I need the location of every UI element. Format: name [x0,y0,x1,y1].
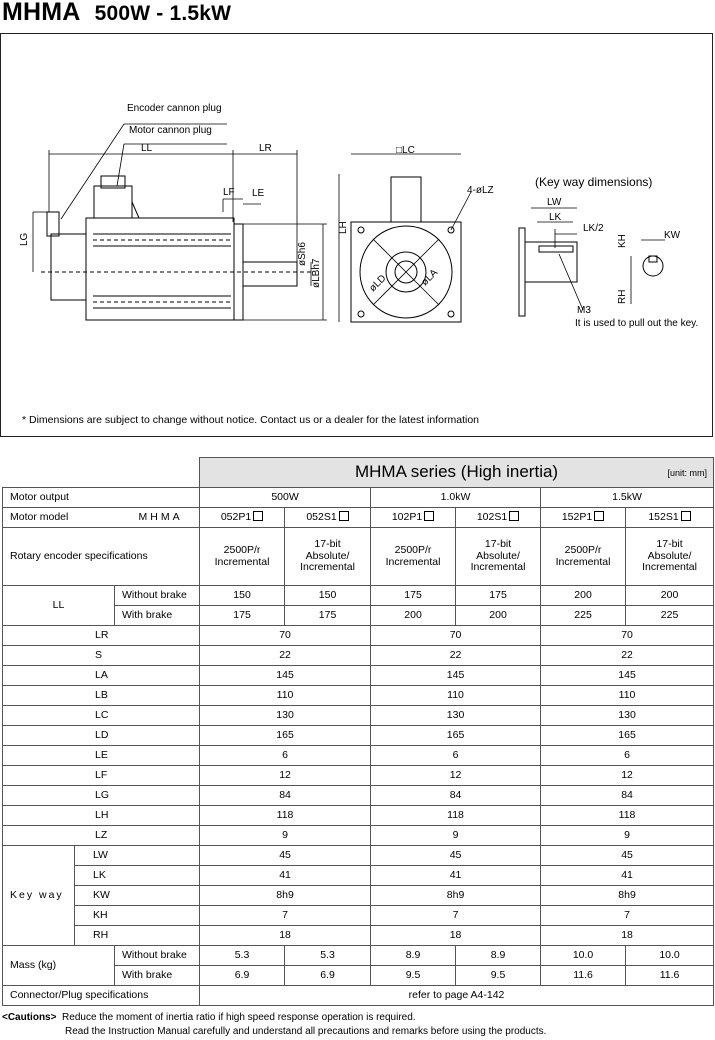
table-cell: 9 [541,826,714,846]
dimension-row [3,766,714,786]
rear-cap [47,212,59,236]
m3-label: M3 [577,305,591,316]
row-label: LC [3,706,200,726]
row-label: S [3,646,200,666]
table-cell: 102P1 [371,508,456,528]
table-cell: 18 [371,926,541,946]
table-cell: 8.9 [371,946,456,966]
drawing-svg [1,34,714,438]
dimension-row [3,686,714,706]
table-cell: 22 [200,646,371,666]
row-label: LZ [3,826,200,846]
row-label: Mass (kg) [3,946,115,986]
page-title [2,0,231,27]
motor-model-row [3,508,714,528]
table-cell: 200 [371,606,456,626]
table-cell: 145 [371,666,541,686]
table-cell: 152P1 [541,508,626,528]
row-label: LL [3,586,115,626]
table-cell: 175 [456,586,541,606]
table-cell: 12 [371,766,541,786]
table-header-title: MHMA series (High inertia) [354,462,559,482]
table-cell: 500W [200,488,371,508]
sub-label: With brake [115,966,200,986]
cautions-label: <Cautions> [2,1012,57,1023]
table-cell: 2500P/r Incremental [541,528,626,586]
table-cell: 225 [626,606,714,626]
table-cell: 6 [541,746,714,766]
motor-plug [94,186,132,218]
lf-dim-label: LF [223,187,235,198]
table-cell: 130 [200,706,371,726]
table-cell: 17-bit Absolute/ Incremental [285,528,371,586]
table-cell: 41 [541,866,714,886]
table-cell: 70 [371,626,541,646]
sub-label: LW [75,846,200,866]
table-cell: 145 [541,666,714,686]
keyway-row [3,886,714,906]
model-series: MHMA [138,510,183,523]
table-cell: 200 [541,586,626,606]
lg-dim-label: LG [19,232,30,246]
dimension-row [3,626,714,646]
table-cell: 70 [541,626,714,646]
table-cell: 175 [200,606,285,626]
table-cell: 6 [371,746,541,766]
table-cell: 1.5kW [541,488,714,508]
le-dim-label: LE [252,188,265,199]
table-cell: 45 [200,846,371,866]
table-cell: 7 [371,906,541,926]
keyway-row [3,846,714,866]
table-cell: 8h9 [371,886,541,906]
shaft [243,262,297,286]
caution-line: Reduce the moment of inertia ratio if high speed response operation is required. [62,1012,416,1023]
ld-dim-label: øLD [367,272,389,295]
table-cell: 45 [371,846,541,866]
dimension-row [3,666,714,686]
dimension-row [3,826,714,846]
encoder-plug-label: Encoder cannon plug [127,103,222,114]
table-cell: 145 [200,666,371,686]
row-label: LG [3,786,200,806]
sub-label: Without brake [115,586,200,606]
spec-table [2,457,714,1006]
dimension-row [3,786,714,806]
lk-dim-label: LK [549,212,562,223]
table-cell: 8h9 [541,886,714,906]
table-cell: 9.5 [456,966,541,986]
row-label: LA [3,666,200,686]
table-cell: 152S1 [626,508,714,528]
ll-row [3,586,714,606]
s-dim-label: øSh6 [297,242,308,266]
row-label: Motor output [3,488,200,508]
lb-dim-label: øLBh7 [311,258,322,288]
table-cell: 41 [200,866,371,886]
table-cell: 18 [200,926,371,946]
sub-label: LK [75,866,200,886]
table-cell: 84 [371,786,541,806]
row-label [3,508,200,528]
front-plug [391,177,421,222]
table-cell: 7 [541,906,714,926]
keyway-rows [3,846,714,946]
series-name: MHMA [2,0,81,26]
dimension-note: * Dimensions are subject to change without notice. Contact us or a dealer for the latest information [22,414,479,426]
table-cell: 165 [371,726,541,746]
table-cell: 41 [371,866,541,886]
row-label: Connector/Plug specifications [3,986,200,1006]
table-cell: 17-bit Absolute/ Incremental [626,528,714,586]
row-label: Rotary encoder specifications [3,528,200,586]
table-cell: 6 [200,746,371,766]
table-cell: 5.3 [200,946,285,966]
table-cell: 84 [541,786,714,806]
table-cell: 110 [200,686,371,706]
table-cell: 11.6 [626,966,714,986]
motor-model-label: Motor model [10,510,69,523]
table-cell: 12 [200,766,371,786]
encoder-row [3,528,714,586]
table-cell: 110 [541,686,714,706]
table-cell: refer to page A4-142 [200,986,714,1006]
table-cell: 10.0 [626,946,714,966]
unit-label: [unit: mm] [667,468,708,478]
dimension-row [3,726,714,746]
table-cell: 110 [371,686,541,706]
kh-dim-label: KH [617,234,628,248]
sub-label: Without brake [115,946,200,966]
mass-row [3,946,714,966]
row-label: LR [3,626,200,646]
keyway-row [3,866,714,886]
dimension-row [3,706,714,726]
encoder-cover [51,234,86,300]
table-cell: 22 [541,646,714,666]
lc-dim-label: □LC [396,145,415,156]
sub-label: KH [75,906,200,926]
table-cell: 118 [200,806,371,826]
table-cell: 8h9 [200,886,371,906]
table-cell: 45 [541,846,714,866]
table-cell: 9 [200,826,371,846]
sub-label: KW [75,886,200,906]
table-cell: 200 [456,606,541,626]
row-label: Key way [3,846,75,946]
row-label: LB [3,686,200,706]
ll-dim-label: LL [141,143,153,154]
lw-dim-label: LW [547,197,562,208]
table-cell: 11.6 [541,966,626,986]
caution-line: Read the Instruction Manual carefully and understand all precautions and remarks before using the products. [65,1026,547,1037]
table-cell: 150 [285,586,371,606]
row-label: LD [3,726,200,746]
dimension-row [3,646,714,666]
keyway-row [3,926,714,946]
table-cell: 175 [285,606,371,626]
row-label: LH [3,806,200,826]
table-cell: 150 [200,586,285,606]
table-cell: 6.9 [285,966,371,986]
sub-label: With brake [115,606,200,626]
table-cell: 17-bit Absolute/ Incremental [456,528,541,586]
table-cell: 5.3 [285,946,371,966]
table-cell: 130 [541,706,714,726]
dimension-rows [3,626,714,846]
table-cell: 12 [541,766,714,786]
cautions-block [2,1011,546,1039]
table-cell: 9.5 [371,966,456,986]
table-cell: 130 [371,706,541,726]
motor-output-row [3,488,714,508]
table-cell: 200 [626,586,714,606]
dimension-drawing [0,33,713,437]
lz-dim-label: 4-øLZ [467,185,494,196]
table-cell: 7 [200,906,371,926]
keyway-flange [519,228,525,316]
table-cell: 165 [200,726,371,746]
connector-row [3,986,714,1006]
keyway-title: (Key way dimensions) [535,175,653,189]
dimension-row [3,746,714,766]
table-cell: 1.0kW [371,488,541,508]
power-range: 500W - 1.5kW [94,2,232,25]
lr-dim-label: LR [259,143,272,154]
table-cell: 102S1 [456,508,541,528]
sub-label: RH [75,926,200,946]
keyway-shaft [525,242,577,282]
row-label: LF [3,766,200,786]
row-label: LE [3,746,200,766]
table-cell: 225 [541,606,626,626]
table-cell: 175 [371,586,456,606]
table-cell: 2500P/r Incremental [371,528,456,586]
table-cell: 2500P/r Incremental [200,528,285,586]
la-dim-label: øLA [419,267,441,289]
lh-dim-label: LH [338,221,349,234]
m3-note: It is used to pull out the key. [575,318,699,329]
table-header [200,458,714,488]
table-cell: 70 [200,626,371,646]
table-cell: 18 [541,926,714,946]
keyway-row [3,906,714,926]
table-cell: 6.9 [200,966,285,986]
motor-plug-label: Motor cannon plug [129,125,212,136]
lk2-dim-label: LK/2 [583,223,604,234]
rh-dim-label: RH [617,289,628,304]
motor-body [86,218,234,320]
table-cell: 052P1 [200,508,285,528]
table-cell: 052S1 [285,508,371,528]
table-cell: 9 [371,826,541,846]
table-cell: 22 [371,646,541,666]
table-cell: 118 [541,806,714,826]
table-cell: 165 [541,726,714,746]
kw-dim-label: KW [664,230,681,241]
dimension-row [3,806,714,826]
table-cell: 10.0 [541,946,626,966]
table-cell: 84 [200,786,371,806]
table-cell: 8.9 [456,946,541,966]
table-cell: 118 [371,806,541,826]
